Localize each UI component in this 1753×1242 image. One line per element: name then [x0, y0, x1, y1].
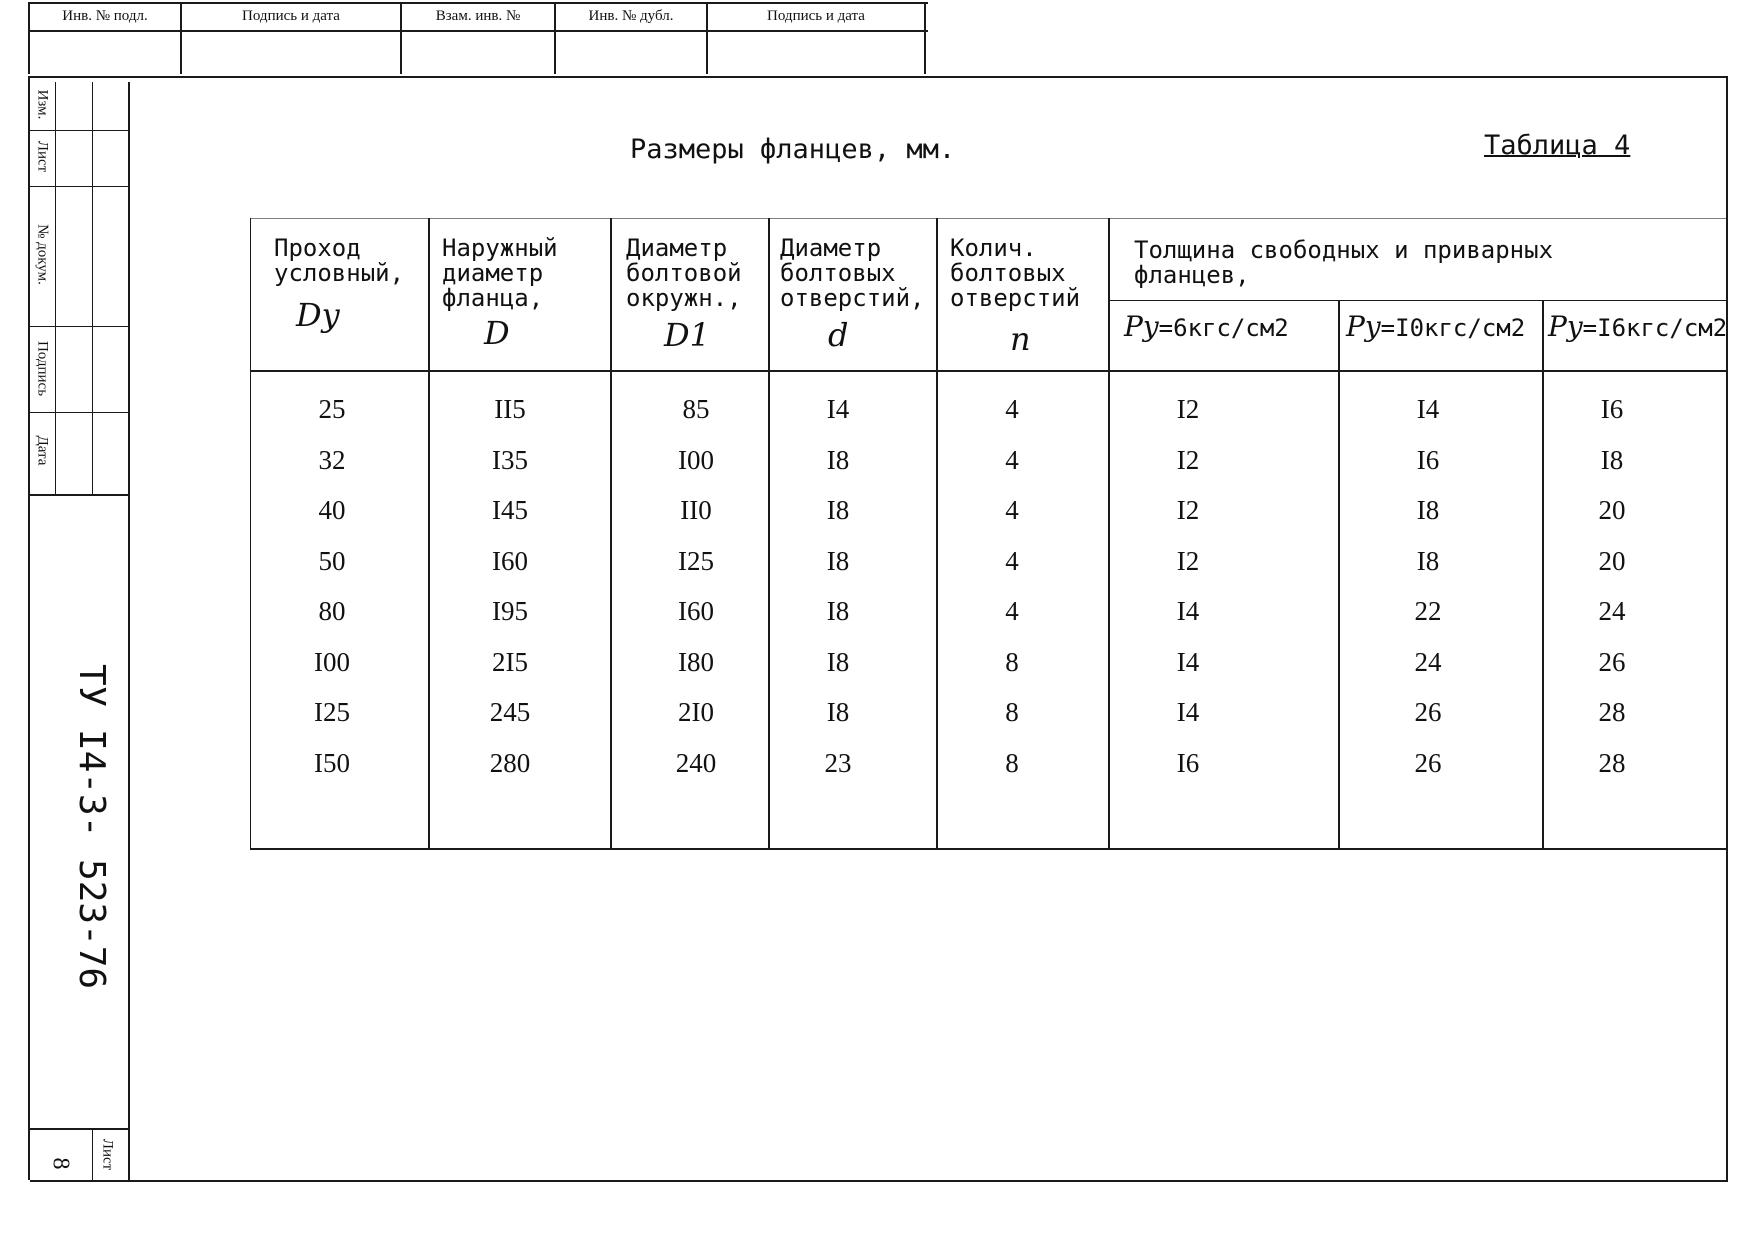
table-cell: 24 — [1414, 647, 1442, 677]
strip-label-signature: Подпись — [34, 340, 51, 397]
sheet-number: 8 — [47, 1157, 74, 1170]
table-cell: I6 — [1600, 394, 1624, 424]
table-cell: 240 — [675, 748, 717, 778]
table-cell: 8 — [1005, 748, 1019, 778]
table-cell: 32 — [318, 445, 346, 475]
table-cell: 4 — [1005, 394, 1019, 424]
strip-label-list: Лист — [34, 140, 51, 173]
table-cell: I4 — [826, 394, 850, 424]
table-cell: I95 — [492, 596, 528, 626]
table-cell: I2 — [1176, 394, 1200, 424]
table-cell: 20 — [1598, 546, 1626, 576]
document-code: ТУ I4-3- 523-76 — [71, 664, 112, 990]
table-cell: 28 — [1598, 697, 1626, 727]
table-cell: 2I5 — [492, 647, 528, 677]
header-bolt-hole-count: Колич. болтовых отверстий — [950, 234, 1081, 312]
table-cell: II5 — [494, 394, 526, 424]
page-title: Размеры фланцев, мм. — [630, 134, 956, 165]
table-cell: 2I0 — [678, 697, 714, 727]
header-outer-diameter: Наружный диаметр фланца, — [442, 234, 558, 312]
symbol-d-outer: D — [484, 314, 510, 352]
table-cell: I45 — [492, 495, 528, 525]
table-cell: I35 — [492, 445, 528, 475]
table-cell: I25 — [678, 546, 714, 576]
symbol-dy: Dy — [296, 296, 340, 334]
table-cell: 25 — [318, 394, 346, 424]
table-cell: I00 — [678, 445, 714, 475]
sheet-label: Лист — [99, 1138, 116, 1171]
table-cell: I2 — [1176, 546, 1200, 576]
symbol-d1: D1 — [664, 316, 711, 354]
table-cell: I4 — [1416, 394, 1440, 424]
table-cell: 26 — [1414, 697, 1442, 727]
table-cell: 4 — [1005, 445, 1019, 475]
table-cell: I6 — [1176, 748, 1200, 778]
table-cell: I80 — [678, 647, 714, 677]
subheader-py-10: Py=I0кгс/см2 — [1346, 310, 1526, 343]
table-cell: I00 — [314, 647, 350, 677]
symbol-d-hole: d — [828, 316, 849, 354]
table-cell: 4 — [1005, 546, 1019, 576]
stamp-vzam-inv: Взам. инв. № — [435, 8, 521, 24]
table-cell: I8 — [1416, 546, 1440, 576]
table-cell: 50 — [318, 546, 346, 576]
strip-label-doc-number: № докум. — [34, 224, 51, 285]
table-cell: 23 — [824, 748, 852, 778]
table-cell: I2 — [1176, 495, 1200, 525]
table-cell: 245 — [489, 697, 531, 727]
strip-label-izm: Изм. — [34, 89, 51, 120]
table-cell: I8 — [826, 495, 850, 525]
table-cell: I8 — [826, 697, 850, 727]
table-cell: I8 — [826, 596, 850, 626]
table-cell: 4 — [1005, 495, 1019, 525]
table-cell: I50 — [314, 748, 350, 778]
table-cell: II0 — [680, 495, 712, 525]
table-cell: I8 — [826, 546, 850, 576]
table-cell: 28 — [1598, 748, 1626, 778]
table-cell: 85 — [682, 394, 710, 424]
table-cell: 20 — [1598, 495, 1626, 525]
subheader-py-6: Py=6кгс/см2 — [1124, 310, 1289, 343]
table-label: Таблица 4 — [1484, 130, 1631, 161]
strip-label-date: Дата — [34, 435, 51, 466]
table-cell: 8 — [1005, 647, 1019, 677]
table-cell: 40 — [318, 495, 346, 525]
table-cell: 80 — [318, 596, 346, 626]
table-cell: I8 — [1600, 445, 1624, 475]
table-cell: 24 — [1598, 596, 1626, 626]
header-nominal-bore: Проход условный, — [274, 234, 405, 287]
header-bolt-hole-diameter: Диаметр болтовых отверстий, — [780, 234, 925, 312]
table-cell: I60 — [678, 596, 714, 626]
header-bolt-circle-diameter: Диаметр болтовой окружн., — [626, 234, 742, 312]
table-cell: 280 — [489, 748, 531, 778]
stamp-inv-dubl: Инв. № дубл. — [588, 8, 674, 24]
table-cell: 22 — [1414, 596, 1442, 626]
table-cell: 4 — [1005, 596, 1019, 626]
table-cell: I8 — [826, 445, 850, 475]
table-cell: I4 — [1176, 647, 1200, 677]
header-flange-thickness: Толщина свободных и приварных фланцев, — [1134, 236, 1554, 289]
symbol-n: n — [1010, 320, 1031, 358]
stamp-inv-podl: Инв. № подл. — [62, 8, 148, 24]
table-cell: 8 — [1005, 697, 1019, 727]
table-cell: I25 — [314, 697, 350, 727]
subheader-py-16: Py=I6кгс/см2 — [1548, 310, 1728, 343]
table-cell: I4 — [1176, 697, 1200, 727]
table-cell: I8 — [1416, 495, 1440, 525]
stamp-signature-date-1: Подпись и дата — [242, 8, 340, 24]
table-cell: I6 — [1416, 445, 1440, 475]
table-cell: I2 — [1176, 445, 1200, 475]
stamp-signature-date-2: Подпись и дата — [767, 8, 865, 24]
table-cell: I8 — [826, 647, 850, 677]
table-cell: 26 — [1598, 647, 1626, 677]
table-cell: I60 — [492, 546, 528, 576]
table-cell: 26 — [1414, 748, 1442, 778]
table-cell: I4 — [1176, 596, 1200, 626]
